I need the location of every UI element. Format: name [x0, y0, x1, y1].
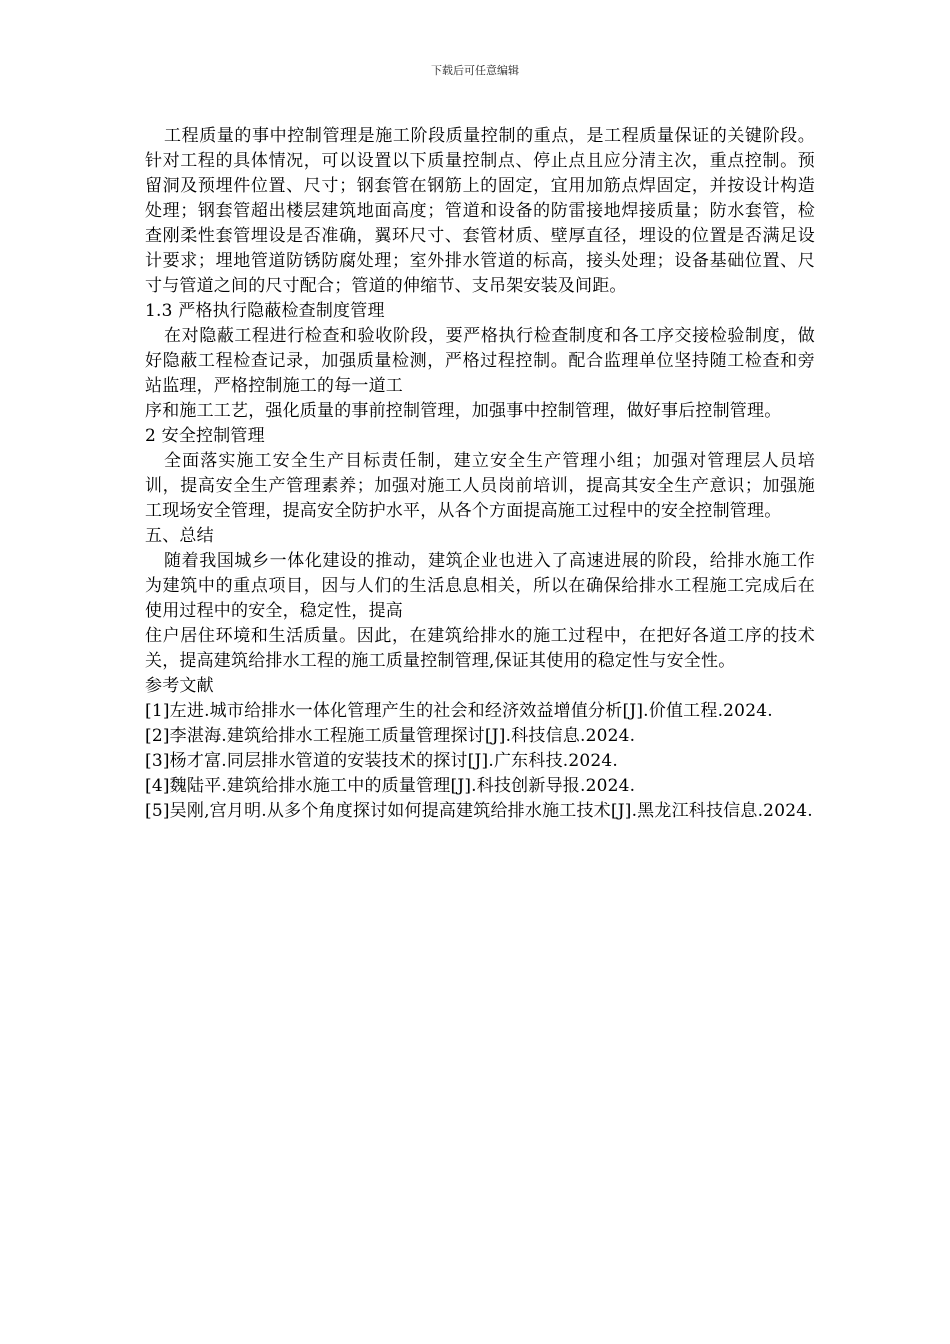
paragraph-quality-control: 工程质量的事中控制管理是施工阶段质量控制的重点，是工程质量保证的关键阶段。针对工程的具体情况，可以设置以下质量控制点、停止点且应分清主次，重点控制。预留洞及预埋件位置、尺寸；钢套管在钢筋上的固定，宜用加筋点焊固定，并按设计构造处理；钢套管超出楼层建筑地面高度；管道和设备的防雷接地焊接质量；防水套管，检查刚柔性套管埋设是否准确，翼环尺寸、套管材质、壁厚直径，埋设的位置是否满足设计要求；埋地管道防锈防腐处理；室外排水管道的标高，接头处理；设备基础位置、尺寸与管道之间的尺寸配合；管道的伸缩节、支吊架安装及间距。 [145, 126, 815, 296]
paragraph-summary-a: 随着我国城乡一体化建设的推动，建筑企业也进入了高速进展的阶段，给排水施工作为建筑中的重点项目，因与人们的生活息息相关，所以在确保给排水工程施工完成后在使用过程中的安全，稳定性，提高 [145, 551, 815, 621]
reference-item: [2]李湛海.建筑给排水工程施工质量管理探讨[J].科技信息.2024. [145, 726, 636, 746]
section-heading-2: 2 安全控制管理 [145, 426, 265, 446]
references-heading: 参考文献 [145, 676, 214, 696]
section-heading-1-3: 1.3 严格执行隐蔽检查制度管理 [145, 301, 385, 321]
header-note: 下载后可任意编辑 [431, 64, 519, 77]
paragraph-concealed-inspection-a: 在对隐蔽工程进行检查和验收阶段，要严格执行检查制度和各工序交接检验制度，做好隐蔽工程检查记录，加强质量检测，严格过程控制。配合监理单位坚持随工检查和旁站监理，严格控制施工的每一道工 [145, 326, 815, 396]
paragraph-summary-b: 住户居住环境和生活质量。因此，在建筑给排水的施工过程中，在把好各道工序的技术关，提高建筑给排水工程的施工质量控制管理,保证其使用的稳定性与安全性。 [145, 626, 815, 671]
section-heading-summary: 五、总结 [145, 526, 214, 546]
paragraph-safety-control: 全面落实施工安全生产目标责任制，建立安全生产管理小组；加强对管理层人员培训，提高安全生产管理素养；加强对施工人员岗前培训，提高其安全生产意识；加强施工现场安全管理，提高安全防护水平，从各个方面提高施工过程中的安全控制管理。 [145, 451, 815, 521]
paragraph-concealed-inspection-b: 序和施工工艺，强化质量的事前控制管理，加强事中控制管理，做好事后控制管理。 [145, 401, 782, 421]
reference-item: [1]左进.城市给排水一体化管理产生的社会和经济效益增值分析[J].价值工程.2024. [145, 701, 773, 721]
reference-item: [4]魏陆平.建筑给排水施工中的质量管理[J].科技创新导报.2024. [145, 776, 636, 796]
reference-item: [3]杨才富.同层排水管道的安装技术的探讨[J].广东科技.2024. [145, 751, 619, 771]
document-body [145, 124, 815, 824]
reference-item: [5]吴刚,宫月明.从多个角度探讨如何提高建筑给排水施工技术[J].黑龙江科技信息.2024. [145, 801, 813, 821]
